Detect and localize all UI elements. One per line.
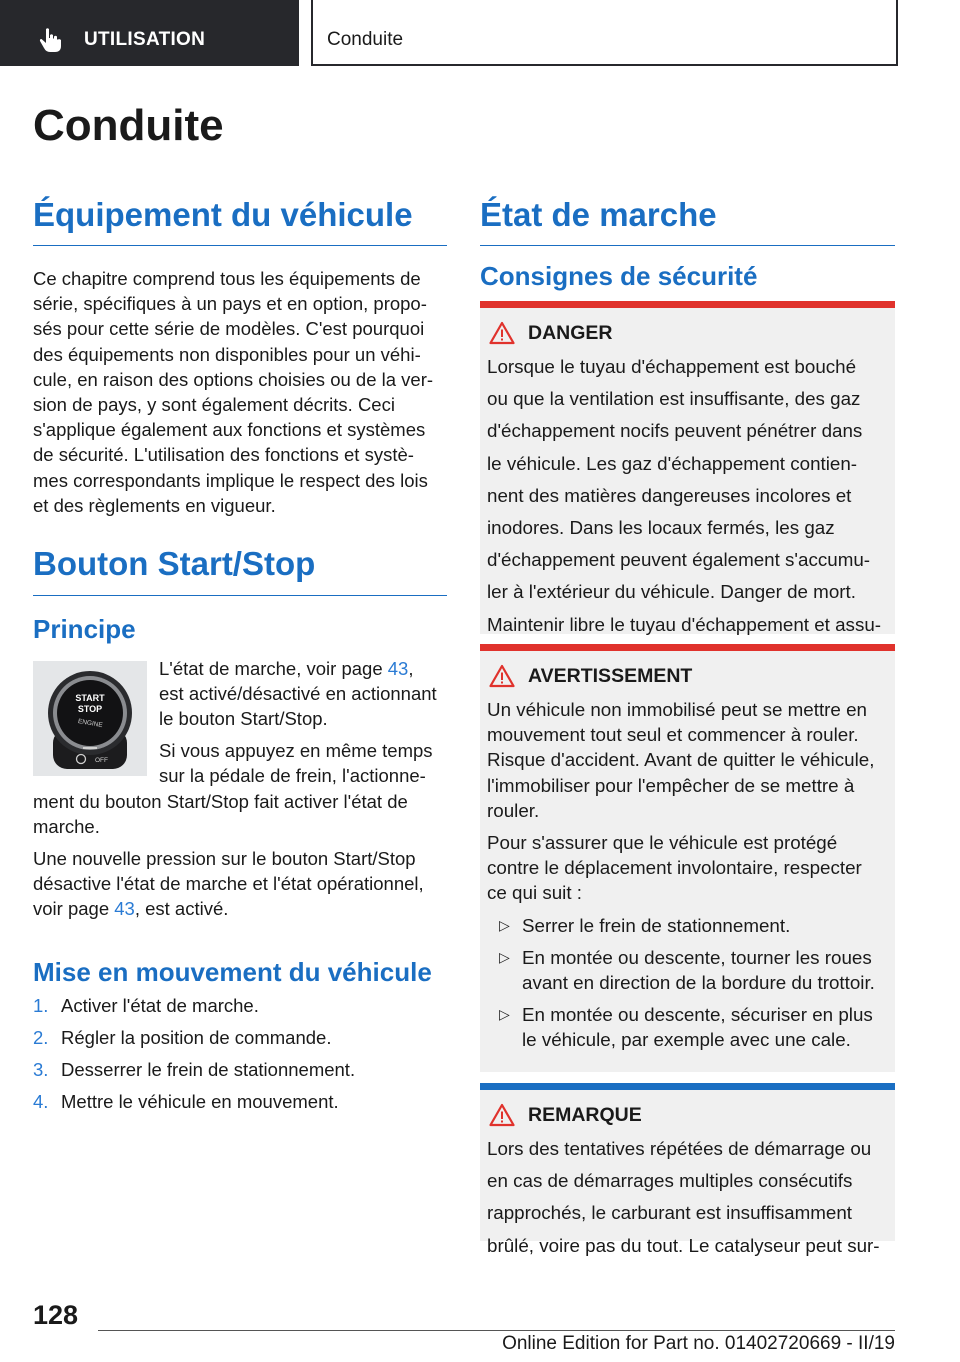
- step-text: Régler la position de commande.: [61, 1027, 332, 1048]
- page-number: 128: [33, 1300, 79, 1330]
- text-line: Ce chapitre comprend tous les équipements de: [33, 268, 421, 289]
- chapter-header: [311, 0, 898, 66]
- text-line: série, spécifiques à un pays et en option, propo-: [33, 293, 427, 315]
- bullet-triangle-icon: ▷: [499, 1006, 510, 1023]
- danger-notice: [480, 301, 895, 634]
- warning-text-2: [487, 830, 887, 906]
- text-line: d'échappement nocifs peuvent pénétrer dans: [487, 420, 863, 442]
- text-line: cule, en raison des options choisies ou de la ver-: [33, 368, 434, 390]
- text-line: marche.: [33, 816, 100, 838]
- step-text: Mettre le véhicule en mouvement.: [61, 1091, 339, 1112]
- warning-triangle-icon: [489, 1103, 515, 1127]
- principle-paragraph-3: [33, 846, 447, 922]
- equipment-paragraph: [33, 266, 447, 518]
- danger-text: [487, 354, 887, 669]
- moving-steps: [33, 990, 447, 1118]
- text-line: brûlé, voire pas du tout. Le catalyseur peut sur-: [487, 1234, 880, 1256]
- equipment-section: [33, 196, 447, 518]
- bullet-text: le véhicule, par exemple avec une cale.: [522, 1029, 851, 1051]
- text-line: des équipements non disponibles pour un véhi-: [33, 343, 421, 365]
- note-label: REMARQUE: [528, 1103, 642, 1126]
- principle-paragraph-2-bottom: [33, 789, 447, 839]
- text-line: est activé/désactivé en actionnant: [159, 683, 437, 705]
- safety-heading: Consignes de sécurité: [480, 261, 758, 291]
- button-label-stop: STOP: [77, 704, 103, 714]
- edition-footer: Online Edition for Part no. 01402720669 - II/19: [502, 1333, 895, 1354]
- step-text: Desserrer le frein de stationnement.: [61, 1059, 356, 1080]
- step-number: 1.: [33, 995, 49, 1016]
- page-title: Conduite: [33, 101, 224, 150]
- moving-heading: Mise en mouvement du véhicule: [33, 957, 432, 987]
- state-section: [480, 196, 895, 246]
- bullet-item: [487, 1002, 887, 1052]
- text-line: ment du bouton Start/Stop fait activer l'état de: [33, 791, 408, 812]
- principle-paragraph-2-top: [159, 738, 447, 788]
- bullet-triangle-icon: ▷: [499, 948, 510, 965]
- text-line: nent des matières dangereuses incolores et: [487, 484, 852, 506]
- button-label-start: START: [75, 693, 105, 703]
- button-label-engine: ENGINE: [77, 717, 104, 730]
- text-line: le bouton Start/Stop.: [159, 708, 328, 730]
- text-line: de sécurité. L'utilisation des fonctions et systè-: [33, 444, 414, 466]
- text-line: ler à l'extérieur du véhicule. Danger de mort.: [487, 581, 856, 603]
- text-line: l'immobiliser pour l'empêcher de se mettre à: [487, 774, 855, 796]
- text-line: sés pour cette série de modèles. C'est pourquoi: [33, 318, 425, 340]
- text-line: Une nouvelle pression sur le bouton Start/Stop: [33, 848, 416, 869]
- danger-label: DANGER: [528, 321, 613, 344]
- engine-button-icon: [33, 661, 147, 776]
- text-line: et des règlements en vigueur.: [33, 494, 276, 516]
- footer-rule: [98, 1330, 895, 1331]
- text-line: mouvement tout seul et commencer à rouler.: [487, 724, 859, 746]
- text-line: mes correspondants implique le respect des lois: [33, 469, 428, 491]
- text-fragment: , est activé.: [134, 898, 229, 920]
- note-bar: [480, 1083, 895, 1090]
- text-fragment: voir page: [33, 898, 115, 920]
- text-line: ou que la ventilation est insuffisante, des gaz: [487, 388, 861, 410]
- page-link[interactable]: 43: [387, 658, 409, 679]
- text-line: [33, 896, 447, 921]
- startstop-button-image: [33, 661, 147, 776]
- bullet-text: En montée ou descente, tourner les roues: [522, 946, 872, 968]
- heading-rule: [480, 245, 895, 246]
- text-line: sion de pays, y sont également décrits. Ceci: [33, 394, 395, 416]
- text-line: Maintenir libre le tuyau d'échappement et assu-: [487, 613, 882, 635]
- button-label-off: OFF: [95, 757, 108, 764]
- text-line: d'échappement peuvent également s'accumu-: [487, 549, 871, 571]
- text-fragment: L'état de marche, voir page: [159, 658, 388, 679]
- step-item: [33, 1022, 447, 1054]
- step-text: Activer l'état de marche.: [61, 995, 259, 1016]
- text-line: contre le déplacement involontaire, respecter: [487, 857, 862, 879]
- hand-pointer-icon: [36, 26, 64, 54]
- text-line: en cas de démarrages multiples consécutifs: [487, 1170, 853, 1192]
- step-item: [33, 1054, 447, 1086]
- note-text: [487, 1136, 887, 1258]
- text-line: Lorsque le tuyau d'échappement est bouché: [487, 356, 857, 377]
- text-line: inodores. Dans les locaux fermés, les gaz: [487, 517, 835, 539]
- bullet-triangle-icon: ▷: [499, 916, 510, 933]
- equipment-heading: Équipement du véhicule: [33, 196, 413, 233]
- section-tab[interactable]: [0, 0, 299, 66]
- heading-rule: [33, 245, 447, 246]
- note-notice: [480, 1083, 895, 1256]
- danger-bar: [480, 301, 895, 308]
- section-label: UTILISATION: [84, 29, 206, 50]
- warning-notice: [480, 644, 895, 1072]
- step-item: [33, 1086, 447, 1118]
- text-line: [159, 656, 447, 681]
- startstop-section: [33, 545, 447, 596]
- startstop-heading: Bouton Start/Stop: [33, 545, 316, 582]
- bullet-text: Serrer le frein de stationnement.: [522, 914, 791, 936]
- warning-text-1: [487, 697, 887, 823]
- text-line: sur la pédale de frein, l'actionne-: [159, 765, 426, 787]
- text-fragment: ,: [408, 658, 414, 679]
- heading-rule: [33, 595, 447, 596]
- text-line: Pour s'assurer que le véhicule est protégé: [487, 832, 838, 854]
- bullet-text: avant en direction de la bordure du trottoir.: [522, 972, 875, 994]
- warning-label: AVERTISSEMENT: [528, 664, 693, 687]
- bullet-item: [487, 945, 887, 995]
- text-line: le véhicule. Les gaz d'échappement contien-: [487, 452, 858, 474]
- page-link[interactable]: 43: [114, 898, 135, 920]
- text-line: s'applique également aux fonctions et systèmes: [33, 419, 426, 441]
- text-line: Si vous appuyez en même temps: [159, 740, 433, 761]
- text-line: rapprochés, le carburant est insuffisamment: [487, 1202, 853, 1224]
- step-number: 2.: [33, 1027, 49, 1048]
- bullet-item: [487, 913, 887, 938]
- step-number: 3.: [33, 1059, 49, 1080]
- text-line: désactive l'état de marche et l'état opérationnel,: [33, 873, 424, 895]
- text-line: Un véhicule non immobilisé peut se mettre en: [487, 699, 867, 720]
- bullet-text: En montée ou descente, sécuriser en plus: [522, 1004, 873, 1026]
- text-line: ce qui suit :: [487, 882, 582, 904]
- text-line: Lors des tentatives répétées de démarrage ou: [487, 1138, 872, 1159]
- warning-bar: [480, 644, 895, 651]
- step-number: 4.: [33, 1091, 49, 1112]
- warning-triangle-icon: [489, 664, 515, 688]
- text-line: Risque d'accident. Avant de quitter le véhicule,: [487, 749, 875, 771]
- text-line: rouler.: [487, 799, 540, 821]
- warning-triangle-icon: [489, 321, 515, 345]
- warning-bullet-list: [487, 913, 887, 1053]
- chapter-label: Conduite: [327, 29, 404, 50]
- state-heading: État de marche: [480, 196, 717, 233]
- principle-paragraph-1: [159, 656, 447, 732]
- step-item: [33, 990, 447, 1022]
- principle-heading: Principe: [33, 614, 136, 644]
